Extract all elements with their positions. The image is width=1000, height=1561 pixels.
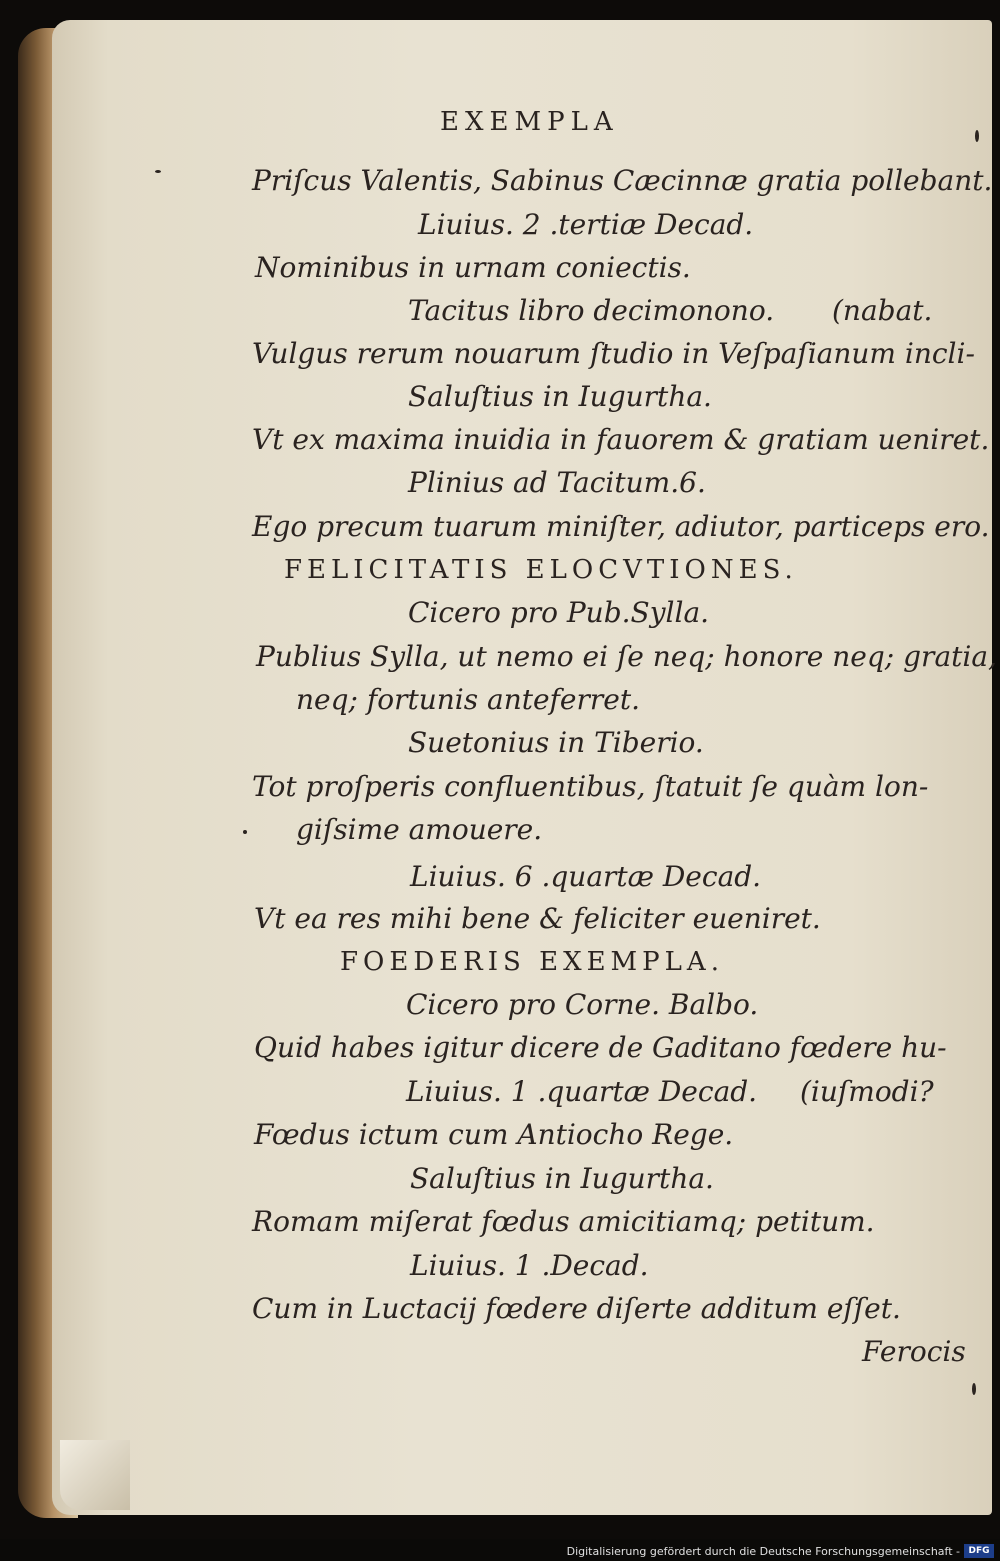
catchword-iusmodi: (iuſmodi?: [800, 1075, 934, 1108]
citation-line-5: Cicero pro Pub.Sylla.: [408, 596, 710, 629]
citation-line-11: Liuius. 1 .Decad.: [410, 1249, 649, 1282]
text-line-6: Publius Sylla, ut nemo ei ſe neq; honore neq; gratia,: [256, 640, 997, 673]
text-line-8: Tot proſperis confluentibus, ſtatuit ſe quàm lon-: [252, 770, 929, 803]
text-line-4: Vt ex maxima inuidia in fauorem & gratiam ueniret.: [252, 423, 990, 456]
citation-line-2: Tacitus libro decimonono.: [408, 294, 775, 327]
paper-speck: [975, 130, 979, 142]
catchword-ferocis: Ferocis: [862, 1335, 966, 1368]
text-line-1: Priſcus Valentis, Sabinus Cæcinnæ gratia pollebant.: [252, 164, 993, 197]
citation-line-10: Saluſtius in Iugurtha.: [410, 1162, 714, 1195]
dfg-logo-icon: DFG: [964, 1544, 994, 1558]
text-line-11: Quid habes igitur dicere de Gaditano fœdere hu-: [254, 1031, 947, 1064]
section-heading-felicitatis: FELICITATIS ELOCVTIONES.: [284, 555, 798, 585]
page-corner-fold: [60, 1440, 130, 1510]
text-line-13: Romam miſerat fœdus amicitiamq; petitum.: [252, 1205, 875, 1238]
text-line-10: Vt ea res mihi bene & feliciter eueniret.: [254, 902, 821, 935]
paper-speck: [243, 830, 247, 834]
text-line-9: giſsime amouere.: [296, 813, 543, 846]
citation-line-9: Liuius. 1 .quartæ Decad.: [406, 1075, 758, 1108]
book-page: [52, 20, 992, 1515]
text-line-3: Vulgus rerum nouarum ſtudio in Veſpaſianum incli-: [252, 337, 975, 370]
citation-line-3: Saluſtius in Iugurtha.: [408, 380, 712, 413]
citation-line-1: Liuius. 2 .tertiæ Decad.: [418, 208, 754, 241]
text-line-14: Cum in Luctacij fœdere diſerte additum eſſet.: [252, 1292, 901, 1325]
text-line-5: Ego precum tuarum miniſter, adiutor, particeps ero.: [252, 510, 990, 543]
text-line-2: Nominibus in urnam coniectis.: [255, 251, 691, 284]
text-line-7: neq; fortunis anteferret.: [296, 683, 640, 716]
funding-notice: Digitalisierung gefördert durch die Deutsche Forschungsgemeinschaft -: [566, 1545, 960, 1558]
paper-speck: [972, 1383, 976, 1395]
footer-bar: [0, 1539, 1000, 1561]
citation-line-7: Liuius. 6 .quartæ Decad.: [410, 860, 762, 893]
section-heading-foederis: FOEDERIS EXEMPLA.: [340, 947, 724, 977]
text-line-12: Fœdus ictum cum Antiocho Rege.: [254, 1118, 734, 1151]
running-head: EXEMPLA: [440, 107, 619, 137]
citation-line-6: Suetonius in Tiberio.: [408, 726, 704, 759]
citation-line-8: Cicero pro Corne. Balbo.: [406, 988, 759, 1021]
citation-line-4: Plinius ad Tacitum.6.: [408, 466, 706, 499]
catchword-nabat: (nabat.: [832, 294, 933, 327]
paper-speck: [155, 170, 161, 173]
